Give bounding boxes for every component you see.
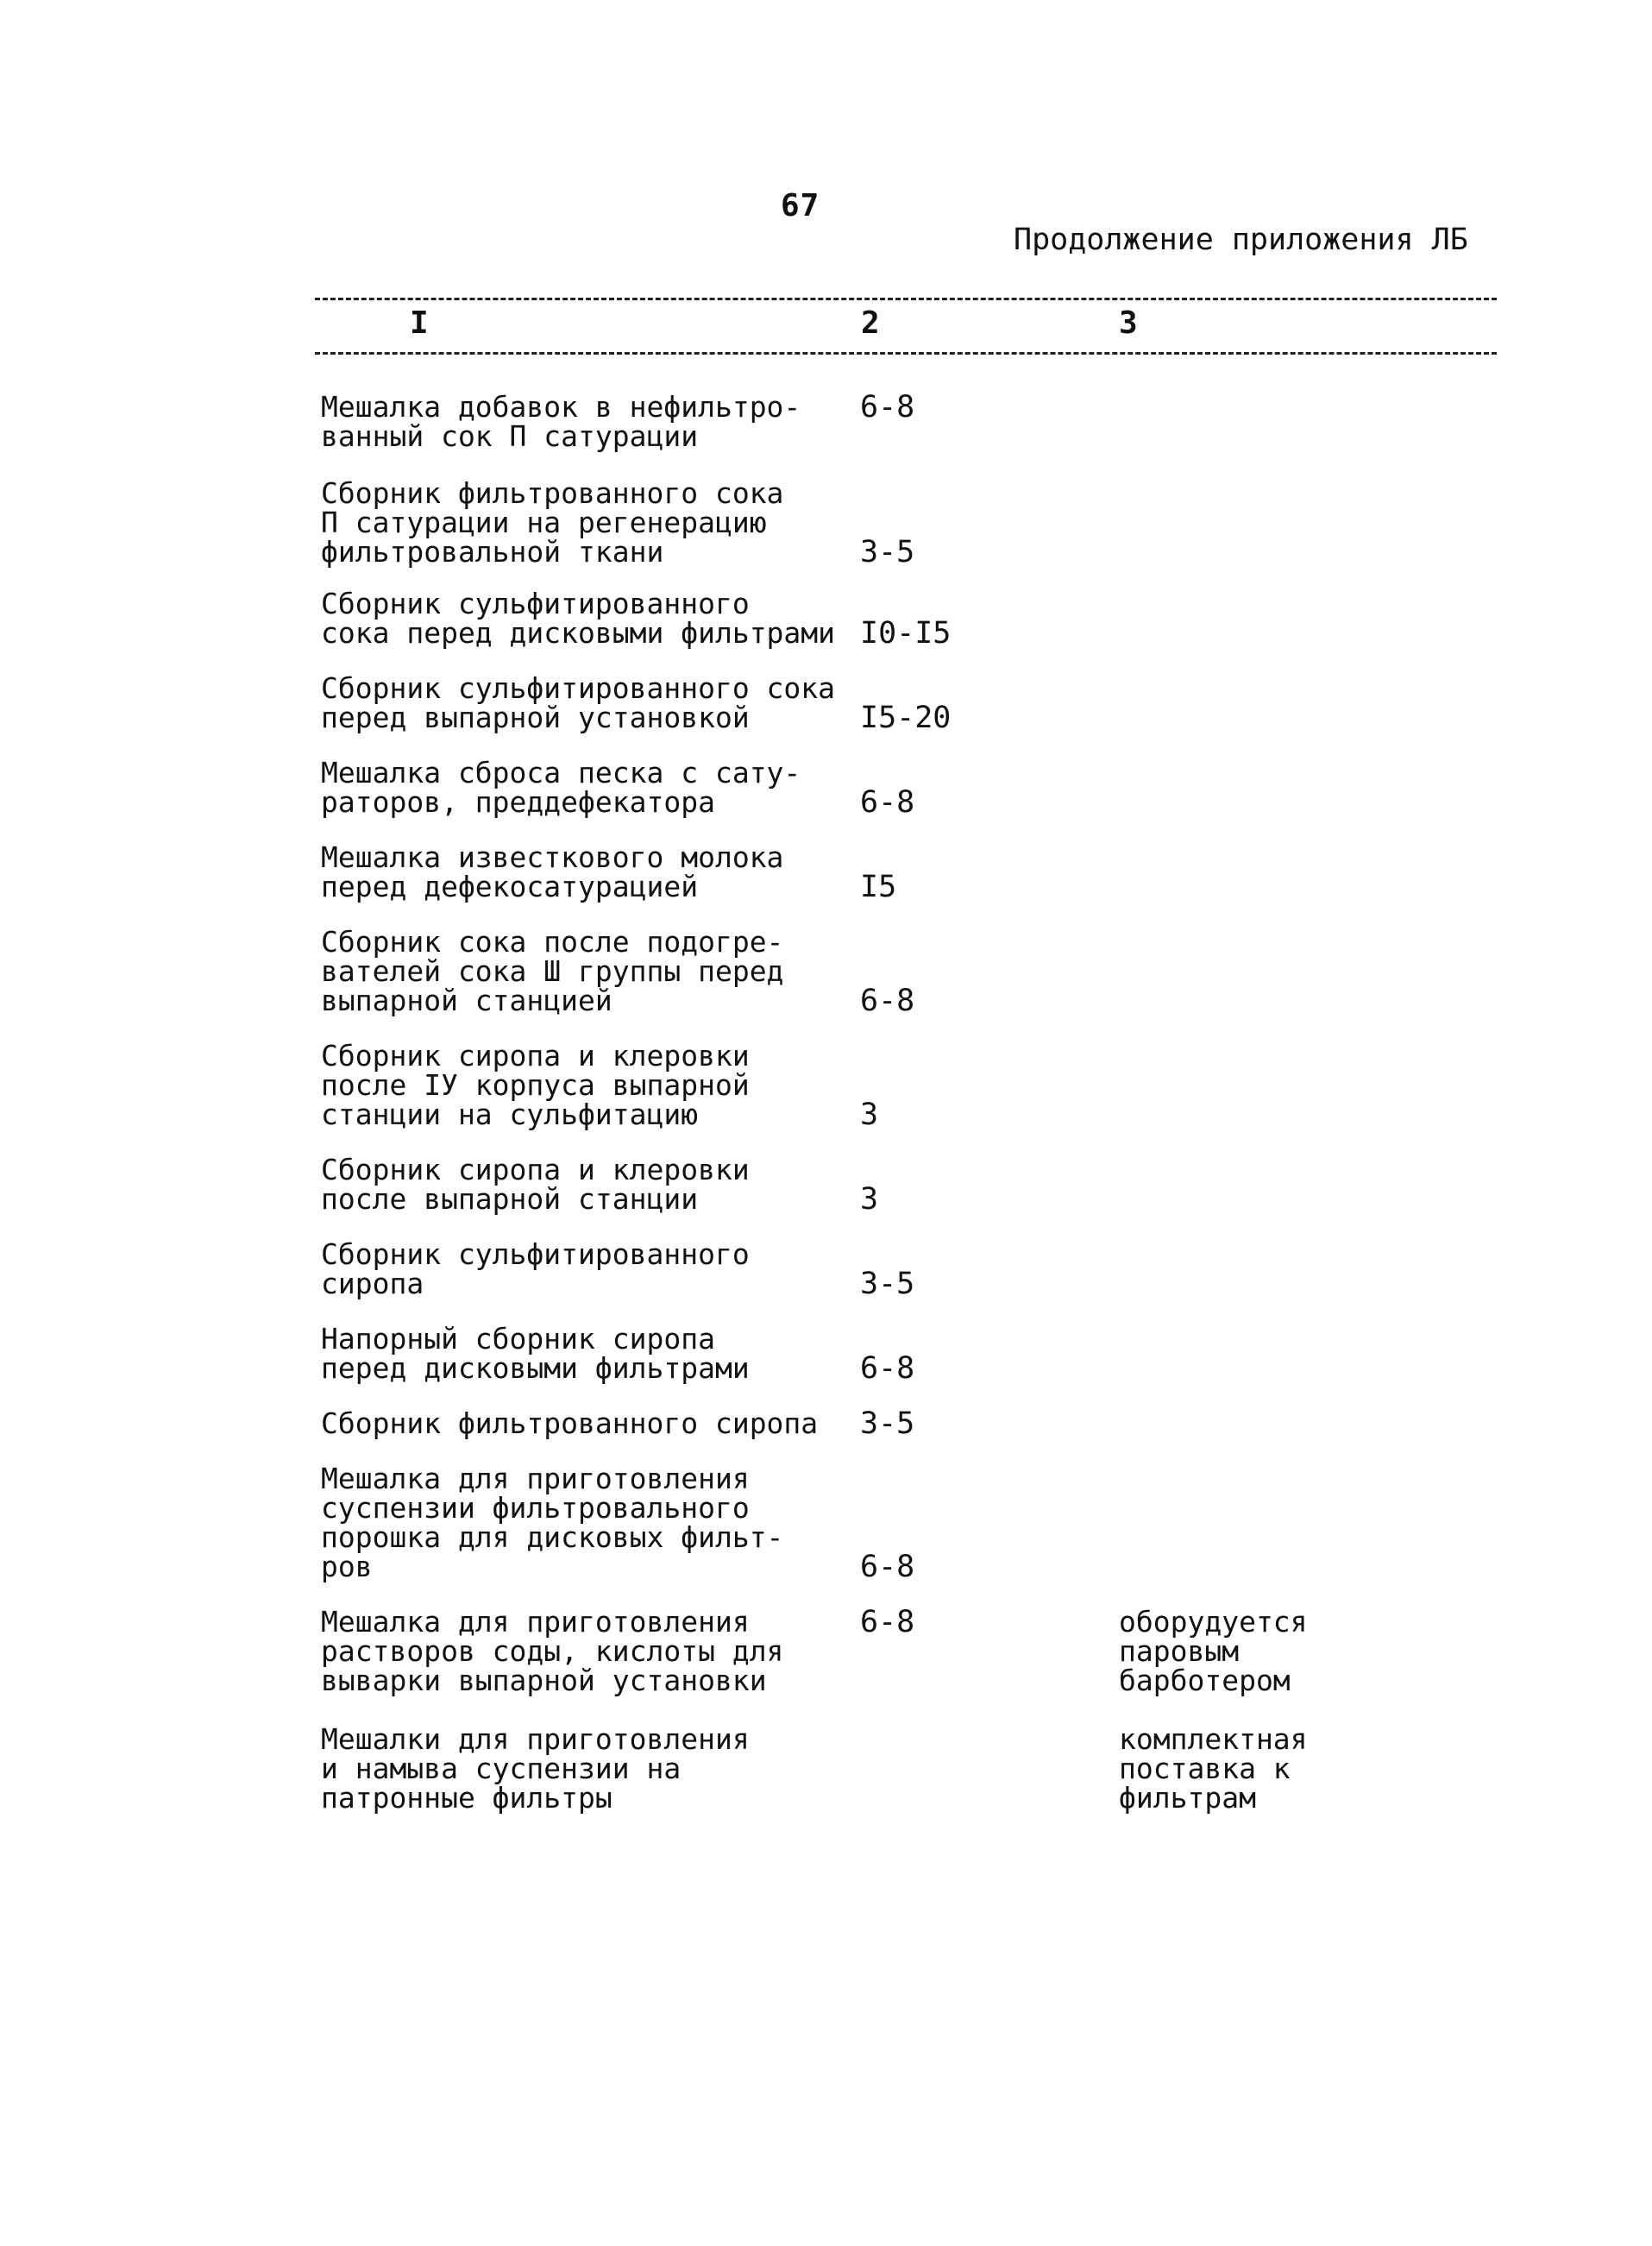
equipment-name: Мешалка известкового молока перед дефекосатурацией xyxy=(321,840,784,903)
capacity-value: 3 xyxy=(860,1182,879,1217)
table-row xyxy=(321,840,1494,904)
note: комплектная поставка к фильтрам xyxy=(1119,1722,1308,1815)
column-header-3: 3 xyxy=(1119,305,1138,341)
equipment-name: Сборник сиропа и клеровки после IУ корпуса выпарной станции на сульфитацию xyxy=(321,1039,750,1131)
equipment-name: Сборник фильтрованного сока П сатурации на регенерацию фильтровальной ткани xyxy=(321,476,784,569)
table-row xyxy=(321,1406,1494,1441)
equipment-name: Мешалка для приготовления растворов соды, кислоты для выварки выпарной установки xyxy=(321,1605,784,1697)
table-header-rule xyxy=(315,352,1497,355)
table-row xyxy=(321,1153,1494,1217)
equipment-name: Мешалка добавок в нефильтро- ванный сок П сатурации xyxy=(321,390,801,453)
column-header-2: 2 xyxy=(861,305,880,341)
table-row xyxy=(321,1322,1494,1386)
table-row xyxy=(321,671,1494,735)
note: оборудуется паровым барботером xyxy=(1119,1605,1308,1697)
capacity-value: 3-5 xyxy=(860,535,915,569)
table-row xyxy=(321,756,1494,820)
capacity-value: 3-5 xyxy=(860,1406,915,1441)
equipment-name: Сборник сиропа и клеровки после выпарной станции xyxy=(321,1153,750,1216)
table-body xyxy=(321,390,1494,1815)
capacity-value: 6-8 xyxy=(860,1550,915,1584)
page-number: 67 xyxy=(781,188,820,223)
capacity-value: 6-8 xyxy=(860,1351,915,1386)
table-top-rule xyxy=(315,298,1497,300)
capacity-value: 6-8 xyxy=(860,1605,915,1639)
table-row xyxy=(321,1607,1494,1696)
continuation-caption: Продолжение приложения ЛБ xyxy=(1014,223,1468,257)
table-row xyxy=(321,1237,1494,1301)
capacity-value: I0-I5 xyxy=(860,616,952,651)
capacity-value: 6-8 xyxy=(860,390,915,425)
equipment-name: Мешалка сброса песка с сату- раторов, преддефекатора xyxy=(321,756,801,819)
table-row xyxy=(321,1464,1494,1582)
table-row xyxy=(321,1722,1494,1815)
capacity-value: 6-8 xyxy=(860,984,915,1018)
equipment-name: Сборник сока после подогре- вателей сока Ш группы перед выпарной станцией xyxy=(321,925,784,1017)
table-row xyxy=(321,587,1494,651)
capacity-value: 3 xyxy=(860,1098,879,1132)
table-row xyxy=(321,476,1494,569)
table-row xyxy=(321,925,1494,1018)
capacity-value: 3-5 xyxy=(860,1267,915,1301)
equipment-name: Мешалки для приготовления и намыва суспензии на патронные фильтры xyxy=(321,1722,750,1815)
capacity-value: 6-8 xyxy=(860,785,915,820)
equipment-name: Мешалка для приготовления суспензии фильтровального порошка для дисковых фильт- ров xyxy=(321,1462,784,1583)
equipment-name: Сборник сульфитированного сока перед выпарной установкой xyxy=(321,671,836,734)
equipment-name: Сборник фильтрованного сиропа xyxy=(321,1406,819,1440)
equipment-name: Напорный сборник сиропа перед дисковыми фильтрами xyxy=(321,1322,750,1385)
table-row xyxy=(321,390,1494,453)
capacity-value: I5 xyxy=(860,870,897,904)
column-header-1: I xyxy=(410,305,429,341)
capacity-value: I5-20 xyxy=(860,701,952,735)
equipment-name: Сборник сульфитированного сока перед дисковыми фильтрами xyxy=(321,587,836,650)
equipment-name: Сборник сульфитированного сиропа xyxy=(321,1237,750,1300)
table-row xyxy=(321,1039,1494,1132)
